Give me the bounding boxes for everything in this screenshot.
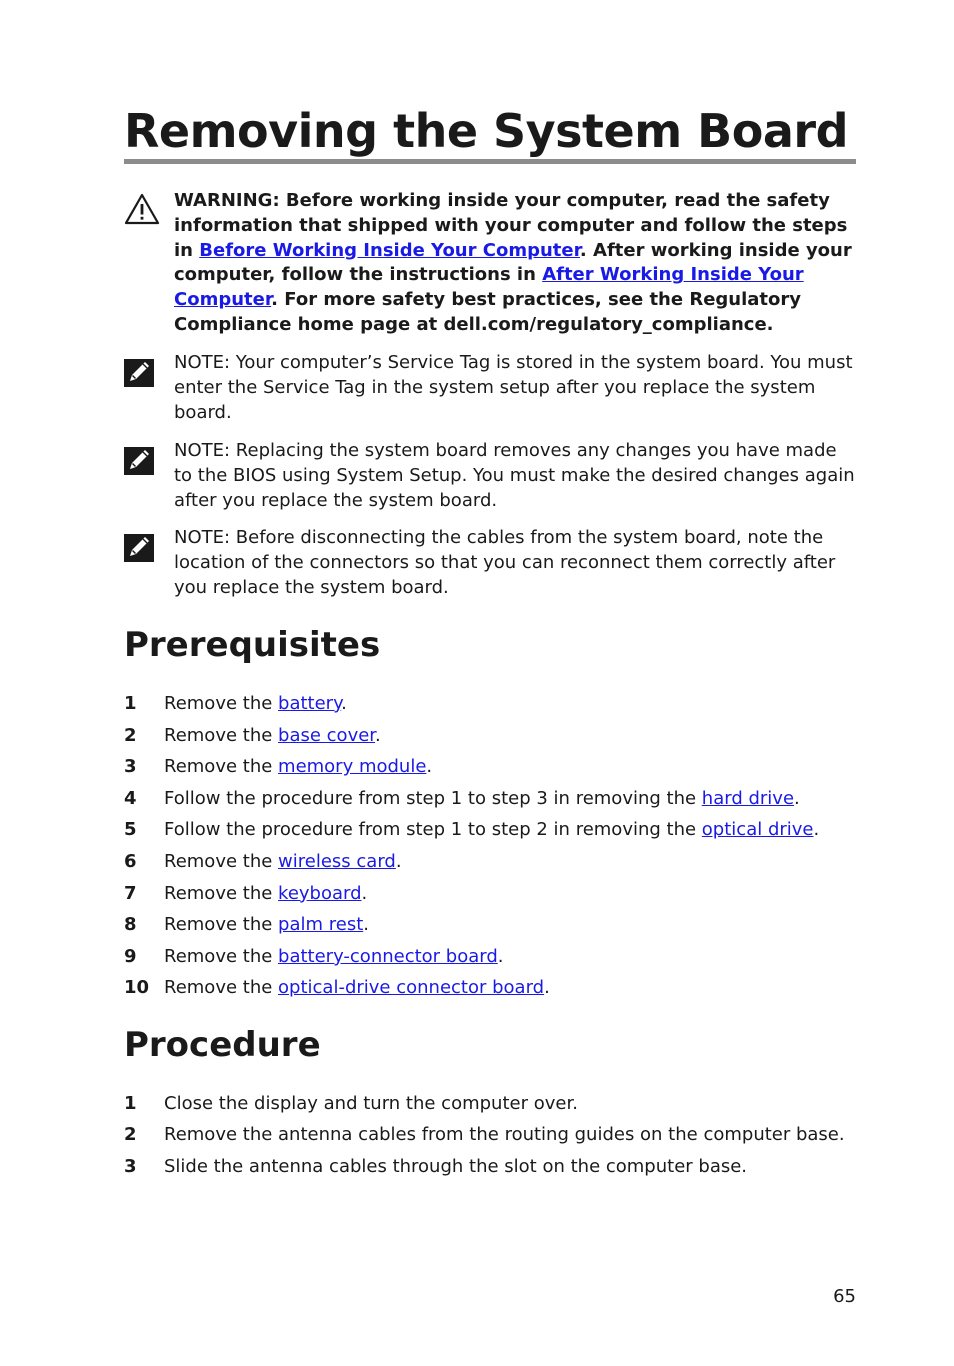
warning-line-2: . After working inside your computer, follow the instructions in [174, 239, 852, 286]
warning-line-1: WARNING: Before working inside your computer, read the safety information that shipped with your computer and follow the steps in [174, 190, 848, 261]
optical-drive-link[interactable]: optical drive [701, 819, 814, 841]
note-text-3 [174, 526, 856, 600]
list-item [124, 787, 856, 812]
step-punct: . [813, 819, 820, 841]
step-text: Remove the [164, 693, 279, 714]
optical-drive-connector-board-link[interactable]: optical-drive connector board [278, 977, 545, 999]
procedure-list [124, 1092, 856, 1179]
note-label: NOTE: [174, 352, 236, 373]
note-text-1 [174, 351, 856, 425]
list-item [124, 1123, 856, 1148]
step-number: 2 [124, 1124, 137, 1146]
step-text: Remove the [164, 914, 279, 936]
list-item [124, 913, 856, 938]
step-text: Remove the [164, 945, 279, 967]
page-title: Removing the System Board [124, 104, 848, 158]
step-punct: . [544, 977, 550, 999]
wireless-card-link[interactable]: wireless card [278, 850, 396, 872]
warning-line-3: . For more safety best practices, see the Regulatory Compliance home page at dell.com/regulatory_compliance. [174, 289, 801, 335]
step-punct: . [395, 850, 402, 872]
before-working-link[interactable]: Before Working Inside Your Computer [199, 239, 580, 261]
page-number: 65 [833, 1286, 856, 1307]
step-punct: . [363, 914, 369, 936]
list-item [124, 818, 856, 843]
list-item [124, 1155, 856, 1180]
step-number: 10 [124, 977, 150, 999]
note-pencil-icon [124, 447, 160, 481]
step-number: 3 [124, 756, 137, 778]
list-item [124, 882, 856, 907]
note-pencil-icon [124, 359, 160, 393]
procedure-heading: Procedure [124, 1025, 321, 1065]
step-text: Remove the antenna cables from the routing guides on the computer base. [164, 1124, 845, 1146]
palm-rest-link[interactable]: palm rest [278, 914, 364, 936]
memory-module-link[interactable]: memory module [278, 756, 427, 778]
step-number: 4 [124, 787, 137, 809]
list-item [124, 976, 856, 1001]
step-text: Remove the [164, 977, 279, 999]
list-item [124, 724, 856, 749]
note-pencil-icon [124, 534, 160, 568]
after-working-link[interactable]: After Working Inside Your Computer [174, 264, 804, 311]
base-cover-link[interactable]: base cover [278, 724, 376, 746]
warning-text [174, 189, 856, 338]
note-body: Replacing the system board removes any changes you have made to the BIOS using System Setup. You must make the desired changes again after you replace the system board. [174, 440, 855, 511]
battery-link[interactable]: battery [278, 693, 342, 714]
step-number: 1 [124, 693, 137, 714]
step-text: Remove the [164, 850, 279, 872]
note-text-2 [174, 439, 856, 513]
note-label: NOTE: [174, 440, 236, 461]
list-item [124, 755, 856, 780]
step-number: 8 [124, 914, 137, 936]
step-number: 9 [124, 945, 137, 967]
step-number: 3 [124, 1155, 137, 1177]
note-body: Your computer’s Service Tag is stored in the system board. You must enter the Service Tag in the system setup after you replace the system board. [174, 352, 853, 423]
step-text: Remove the [164, 724, 279, 746]
list-item [124, 1092, 856, 1117]
prerequisites-heading: Prerequisites [124, 625, 381, 665]
battery-connector-board-link[interactable]: battery-connector board [278, 945, 498, 967]
step-punct: . [426, 756, 433, 778]
step-number: 6 [124, 850, 137, 872]
list-item [124, 692, 856, 717]
list-item [124, 850, 856, 875]
step-number: 5 [124, 819, 137, 841]
title-underline [124, 159, 856, 164]
step-punct: . [341, 693, 347, 714]
warning-triangle-icon [124, 193, 160, 227]
step-text: Close the display and turn the computer over. [164, 1093, 578, 1114]
step-punct: . [497, 945, 504, 967]
prerequisites-list [124, 692, 856, 1001]
step-punct: . [361, 882, 368, 904]
keyboard-link[interactable]: keyboard [278, 882, 362, 904]
list-item [124, 945, 856, 970]
step-punct: . [794, 787, 800, 809]
note-body: Before disconnecting the cables from the system board, note the location of the connectors so that you can reconnect them correctly after you replace the system board. [174, 527, 836, 598]
step-number: 1 [124, 1093, 137, 1114]
step-text: Follow the procedure from step 1 to step 2 in removing the [164, 819, 702, 841]
step-text: Follow the procedure from step 1 to step 3 in removing the [164, 787, 702, 809]
hard-drive-link[interactable]: hard drive [701, 787, 795, 809]
step-number: 2 [124, 724, 137, 746]
step-text: Remove the [164, 882, 279, 904]
step-text: Remove the [164, 756, 279, 778]
step-text: Slide the antenna cables through the slot on the computer base. [164, 1155, 748, 1177]
step-punct: . [375, 724, 381, 746]
note-label: NOTE: [174, 527, 236, 548]
step-number: 7 [124, 882, 137, 904]
